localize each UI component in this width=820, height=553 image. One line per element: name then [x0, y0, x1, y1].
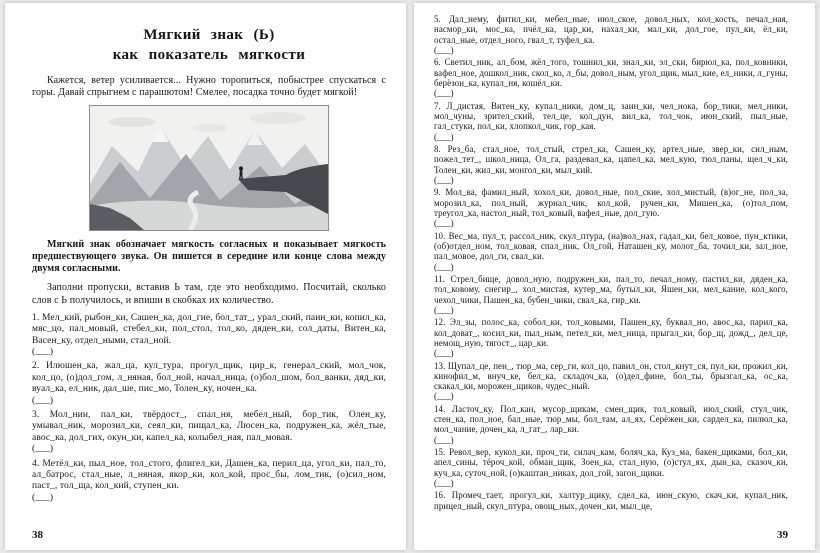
item-words: Метёл_ки, пыл_ное, тол_стого, флигел_ки, Дашен_ка, перил_ца, угол_ки, пал_то, ал_батрос, стал_ные, л_няная, якор_ки, кол_кой, прос_бы, лом_тик, (о)сил_ном, паст_, тол_ща, кол_кий, ступен_ки.	[32, 458, 386, 492]
answer-count-blank: (___)	[434, 44, 454, 55]
answer-count-blank: (___)	[434, 304, 454, 315]
item-words: Стрел_бище, довол_ную, подружен_ки, пал_то, печал_ному, пастил_ки, дяден_ка, тол_ковому, снегир_, хол_мистая, кутер_ма, бутыл_ки, Яшен_ки, мел_кание, кол_кого, чехол_чики, Пашен_ка, бубен_чики, свал_ка, гир_ки.	[434, 273, 788, 305]
item-number: 7.	[434, 100, 441, 111]
answer-count-blank: (___)	[434, 391, 454, 402]
exercise-item-5	[434, 14, 788, 55]
exercise-item-12	[434, 317, 788, 358]
item-words: Светил_ник, ал_бом, жёл_того, тошнил_ки, знал_ки, эл_ски, бирюл_ка, пол_ковники, вафел_ное, дошкол_ник, скол_ко, л_бы, довол_ным, угол_щик, мыл_кие, ел_ники, л_гуны, берёзон_ка, купал_ня, кошёл_ки.	[434, 57, 788, 88]
exercise-item-11	[434, 274, 788, 315]
exercise-item-4	[32, 459, 386, 505]
answer-count-blank: (___)	[434, 131, 454, 142]
answer-count-blank: (___)	[32, 395, 54, 406]
item-number: 8.	[434, 143, 441, 154]
item-number: 16.	[434, 490, 446, 501]
item-number: 12.	[434, 317, 446, 328]
item-words: Промеч_тает, прогул_ки, халтур_щику, сдел_ка, июн_скую, скач_ки, купал_ник, прицел_ный, скул_птура, овощ_ных, дочен_ки, мыл_це,	[434, 490, 788, 511]
exercise-item-3	[32, 410, 386, 456]
item-words: Л_дистая, Витен_ку, купал_ники, дом_ц, заин_ки, чел_нока, бор_тики, мел_ники, мол_чуны, зрител_ский, тел_це, кол_дун, вил_ка, тол_чок, июн_ский, пыл_ные, гал_стуки, пол_ки, хлопкол_чик, гор_кая.	[434, 100, 788, 132]
item-number: 2.	[32, 361, 40, 372]
answer-count-blank: (___)	[434, 174, 454, 185]
page-left	[5, 3, 406, 550]
answer-count-blank: (___)	[434, 478, 454, 489]
item-words: Илюшен_ка, жал_ца, кул_тура, прогул_щик, цир_к, генерал_ский, мол_чок, кол_цо, (о)дол_гом, л_няная, бол_ной, начал_ница, (о)бол_шом, бол_ванки, дяд_ки, вуал_ка, ел_ник, дал_ше, пис_мо, Толен_ку, ночен_ка.	[32, 361, 386, 395]
item-number: 14.	[434, 403, 446, 414]
answer-count-blank: (___)	[434, 261, 454, 272]
item-number: 15.	[434, 447, 446, 458]
cloud-icon	[108, 117, 156, 127]
exercise-items-right	[434, 14, 788, 511]
answer-count-blank: (___)	[434, 434, 454, 445]
exercise-item-10	[434, 231, 788, 272]
exercise-item-13	[434, 361, 788, 402]
answer-count-blank: (___)	[32, 444, 54, 455]
chapter-title-line2: как показатель мягкости	[112, 47, 306, 64]
item-words: Дал_нему, фитил_ки, мебел_ные, июл_ское, довол_ных, кол_кость, печал_ная, насмор_ки, мос_ка, пчёл_ка, цар_ки, нахал_ки, мал_ки, дол_гое, пул_ки, ёл_ки, остал_ные, отдел_ного, гвал_т, туфел_ка.	[434, 14, 788, 45]
exercise-item-9	[434, 187, 788, 228]
exercise-item-2	[32, 361, 386, 407]
rule-text: Мягкий знак обозначает мягкость согласных и показывает мягкость предшествующего звука. Он пишется в середине или конце слова между двумя согласными.	[32, 238, 386, 275]
intro-text: Кажется, ветер усиливается... Нужно торопиться, побыстрее спускаться с горы. Давай спрыгнем с парашютом! Смелее, посадка точно будет мягкой!	[32, 74, 386, 98]
item-number: 9.	[434, 187, 441, 198]
answer-count-blank: (___)	[434, 88, 454, 99]
exercise-item-16	[434, 490, 788, 511]
answer-count-blank: (___)	[32, 492, 54, 503]
page-right	[414, 3, 815, 550]
mountain-illustration	[89, 105, 329, 231]
item-number: 11.	[434, 273, 446, 284]
chapter-title-line1: Мягкий знак (Ь)	[143, 27, 275, 43]
exercise-item-15	[434, 447, 788, 488]
answer-count-blank: (___)	[32, 346, 54, 357]
answer-count-blank: (___)	[434, 348, 454, 359]
item-number: 13.	[434, 360, 446, 371]
item-number: 6.	[434, 57, 441, 68]
cloud-icon	[192, 124, 228, 132]
mountain-illustration-svg	[90, 106, 328, 230]
item-words: Щупал_це, пен_, тюр_ма, сер_ги, кол_цо, павил_он, стол_кнут_ся, пул_ки, прожил_ки, кинофил_м, внуч_ке, бел_ка, складоч_ка, (о)дел_фине, бол_ты, брызгал_ка, ос_ка, скакал_ки, морожен_щиков, чудес_ный.	[434, 360, 788, 392]
item-words: Рез_ба, стал_ное, тол_стый, стрел_ка, Сашен_ку, артел_ные, звер_ки, сил_ным, пожел_тет_, школ_ница, Ол_га, раздевал_ка, цапел_ка, мел_кую, тюл_паны, щел_ч_ки, Толен_ки, жил_ки, монгол_ки, мыл_кий.	[434, 143, 788, 175]
chapter-title	[32, 25, 386, 66]
page-number-left: 38	[32, 529, 43, 541]
item-words: Мол_нии, пал_ки, твёрдост_, спал_ня, мебел_ный, бор_тик, Олен_ку, умывал_ник, морозил_ки, сеял_ки, пищал_ка, Люсен_ка, подружен_ка, жёл_тые, авос_ка, дол_гих, окун_ки, капел_ка, колыбел_ная, пал_мовая.	[32, 409, 386, 443]
exercise-item-8	[434, 144, 788, 185]
item-words: Мел_кий, рыбон_ки, Сашен_ка, дол_гие, бол_тат_, урал_ский, паин_ки, копил_ка, мяс_цо, пал_мовый, стебел_ки, пол_стол, тол_ко, дяден_ки, сол_даты, Витен_ка, Васен_ку, отдел_ными, стал_ной.	[32, 312, 386, 346]
page-number-right: 39	[777, 529, 788, 541]
item-number: 5.	[434, 14, 441, 24]
item-words: Ласточ_ку, Пол_кан, мусор_щикам, смен_щик, тол_ковый, июл_ский, стул_чик, стен_ка, пол_ное, бал_ные, тюр_мы, бол_там, ал_ях, Серёжен_ки, сардел_ка, пилюл_ка, мол_чание, дочен_ка, л_гат_, лар_ки.	[434, 403, 788, 435]
item-number: 10.	[434, 230, 446, 241]
exercise-items-left	[32, 313, 386, 504]
exercise-item-7	[434, 101, 788, 142]
item-words: Револ_вер, кукол_ки, проч_ти, силач_кам, боляч_ка, Куз_ма, бакен_щиками, бол_ки, апел_сины, тёроч_кой, обман_щик, Зоен_ка, стал_ную, (о)стул_ях, дын_ка, сказоч_ки, куч_ка, суточ_ной, (о)каштан_никах, дол_гой, загон_щики.	[434, 447, 788, 478]
exercise-item-6	[434, 57, 788, 98]
exercise-item-14	[434, 404, 788, 445]
item-number: 1.	[32, 312, 40, 323]
answer-count-blank: (___)	[434, 218, 454, 229]
item-words: Вес_ма, пул_т, рассол_ник, скул_птура, (на)вол_нах, гадал_ки, бел_ковое, пун_ктики, (об)отдел_ном, тол_ковая, спал_ник, Ол_гой, Наташен_ку, молот_ба, точил_ки, зал_ное, пал_мовое, дол_ги, свал_ки.	[434, 230, 788, 262]
cloud-icon	[250, 112, 306, 124]
item-number: 3.	[32, 409, 40, 420]
item-words: Эл_зы, полос_ка, собол_ки, тол_ковыми, Пашен_ку, буквал_но, авос_ка, парил_ка, кол_доват_, косил_ки, пыл_ным, петел_ки, мел_ница, прыгал_ки, бор_щ, дожд_, дел_це, немощ_ную, тягост_, цар_ки.	[434, 317, 788, 348]
item-number: 4.	[32, 458, 40, 469]
task-text: Заполни пропуски, вставив Ь там, где это необходимо. Посчитай, сколько слов с Ь получилось, и впиши в скобках их количество.	[32, 282, 386, 306]
item-words: Мол_ва, фамил_ный, хохол_ки, довол_ные, пол_ские, хол_мистый, (в)ог_не, пол_за, морозил_ка, пол_ный, журнал_чик, кол_кой, ручен_ки, Мишен_ка, (о)тол_пом, треугол_ка, настол_ный, тол_ковый, вафел_ные, дол_гую.	[434, 187, 788, 218]
exercise-item-1	[32, 313, 386, 359]
